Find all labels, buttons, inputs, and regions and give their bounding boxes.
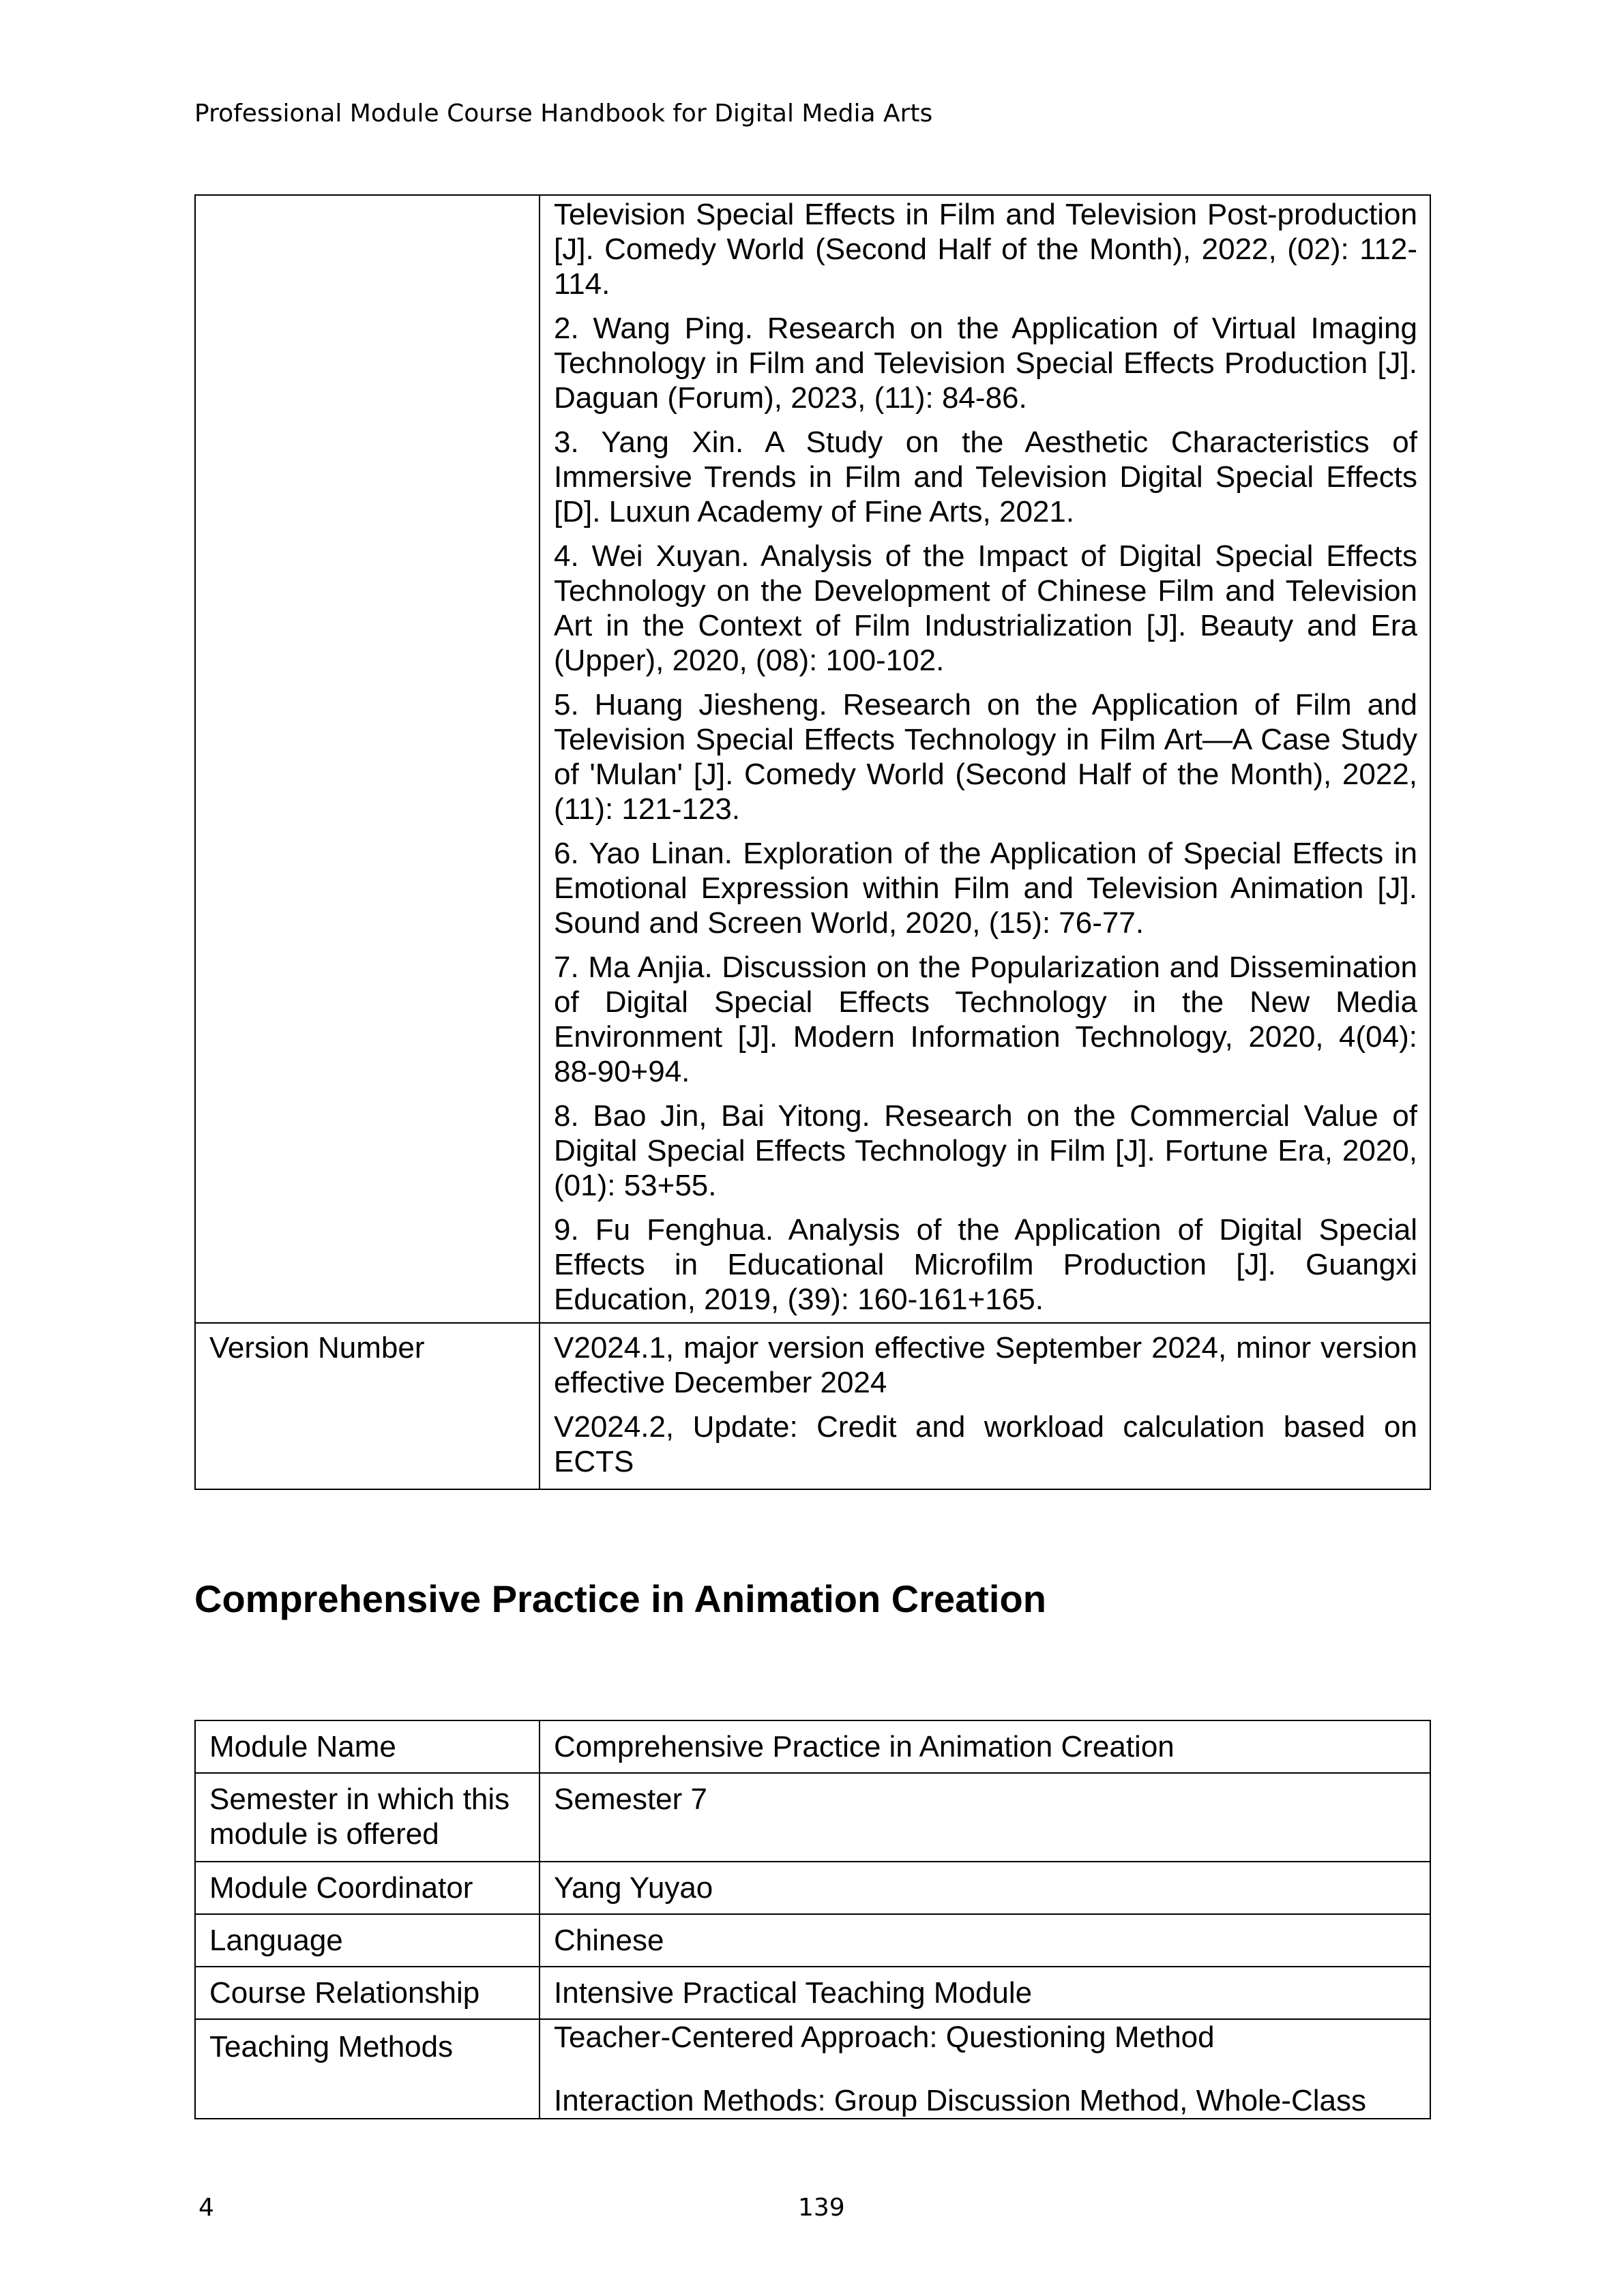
semester-value: Semester 7 (540, 1773, 1430, 1862)
module-table (194, 1720, 1431, 2119)
reference-item: 5. Huang Jiesheng. Research on the Application of Film and Television Special Effects Technology in Film Art—A Case Study of 'Mulan' [J]. Comedy World (Second Half of the Month), 2022, (11): 121-123. (554, 688, 1417, 826)
version-row (195, 1323, 1430, 1489)
semester-row (195, 1773, 1430, 1862)
reference-item: 3. Yang Xin. A Study on the Aesthetic Characteristics of Immersive Trends in Film and Television Digital Special Effects [D]. Luxun Academy of Fine Arts, 2021. (554, 426, 1417, 528)
teaching-methods-row (195, 2019, 1430, 2119)
page-header: Professional Module Course Handbook for Digital Media Arts (194, 100, 933, 128)
language-value: Chinese (540, 1914, 1430, 1967)
module-name-label: Module Name (195, 1720, 540, 1773)
section-title: Comprehensive Practice in Animation Creation (194, 1577, 1046, 1620)
reference-item: 8. Bao Jin, Bai Yitong. Research on the Commercial Value of Digital Special Effects Technology in Film [J]. Fortune Era, 2020, (01): 53+55. (554, 1099, 1417, 1202)
reference-item: Television Special Effects in Film and Television Post-production [J]. Comedy World (Second Half of the Month), 2022, (02): 112-114. (554, 198, 1417, 301)
version-value (540, 1323, 1430, 1489)
coordinator-row (195, 1862, 1430, 1914)
relationship-label: Course Relationship (195, 1967, 540, 2019)
relationship-value: Intensive Practical Teaching Module (540, 1967, 1430, 2019)
language-row (195, 1914, 1430, 1967)
teaching-method-line: Teacher-Centered Approach: Questioning Method (554, 2021, 1215, 2054)
version-line: V2024.2, Update: Credit and workload calculation based on ECTS (554, 1410, 1417, 1478)
module-name-row (195, 1720, 1430, 1773)
reference-item: 4. Wei Xuyan. Analysis of the Impact of Digital Special Effects Technology on the Development of Chinese Film and Television Art in the Context of Film Industrialization [J]. Beauty and Era (Upper), 2020, (08): 100-102. (554, 539, 1417, 677)
references-cell (540, 195, 1430, 1323)
coordinator-label: Module Coordinator (195, 1862, 540, 1914)
semester-label: Semester in which this module is offered (195, 1773, 540, 1862)
references-label-cell (195, 195, 540, 1323)
footer-left-number: 4 (198, 2194, 214, 2222)
version-line: V2024.1, major version effective September 2024, minor version effective December 2024 (554, 1331, 1417, 1399)
reference-item: 2. Wang Ping. Research on the Application of Virtual Imaging Technology in Film and Television Special Effects Production [J]. Daguan (Forum), 2023, (11): 84-86. (554, 312, 1417, 415)
relationship-row (195, 1967, 1430, 2019)
module-name-value: Comprehensive Practice in Animation Creation (540, 1720, 1430, 1773)
coordinator-value: Yang Yuyao (540, 1862, 1430, 1914)
reference-item: 9. Fu Fenghua. Analysis of the Application of Digital Special Effects in Educational Microfilm Production [J]. Guangxi Education, 2019, (39): 160-161+165. (554, 1213, 1417, 1316)
version-label: Version Number (195, 1323, 540, 1489)
reference-item: 7. Ma Anjia. Discussion on the Popularization and Dissemination of Digital Special Effects Technology in the New Media Environment [J]. Modern Information Technology, 2020, 4(04): 88-90+94. (554, 951, 1417, 1088)
teaching-method-line: Interaction Methods: Group Discussion Method, Whole-Class (554, 2084, 1366, 2117)
page-number: 139 (798, 2194, 845, 2222)
teaching-methods-value (540, 2019, 1430, 2119)
teaching-methods-label: Teaching Methods (195, 2019, 540, 2119)
references-row (195, 195, 1430, 1323)
language-label: Language (195, 1914, 540, 1967)
reference-item: 6. Yao Linan. Exploration of the Application of Special Effects in Emotional Expression within Film and Television Animation [J]. Sound and Screen World, 2020, (15): 76-77. (554, 837, 1417, 940)
references-table (194, 194, 1431, 1490)
